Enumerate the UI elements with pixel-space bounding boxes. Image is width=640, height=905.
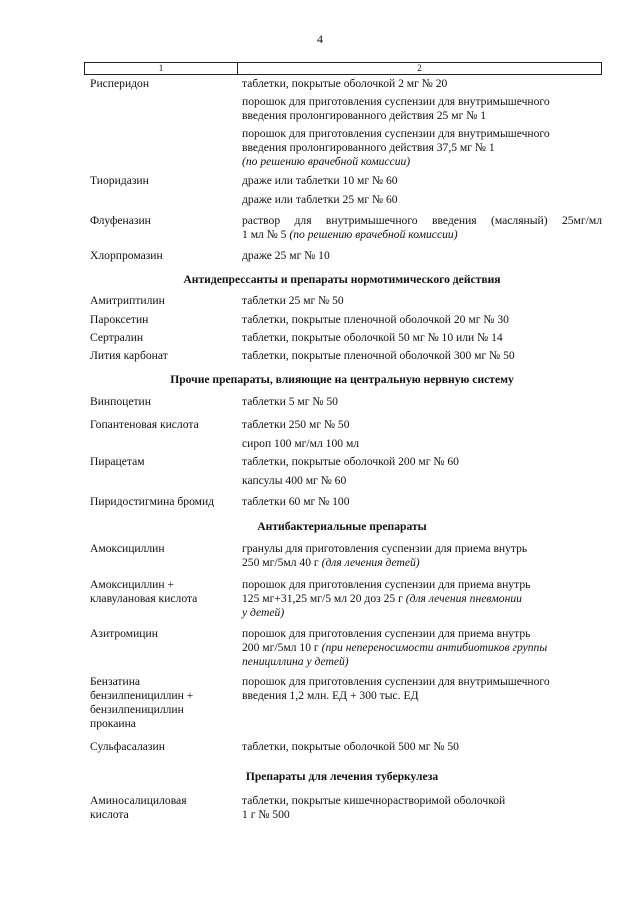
section-heading-cns-other: Прочие препараты, влияющие на центральную нервную систему <box>170 373 514 386</box>
drug-forms: порошок для приготовления суспензии для внутримышечного введения 1,2 млн. ЕД + 300 тыс. ЕД <box>242 675 550 702</box>
drug-forms: таблетки, покрытые пленочной оболочкой 20 мг № 30 <box>242 313 509 326</box>
drug-name: Сульфасалазин <box>90 740 165 753</box>
section-heading-antibacterial: Антибактериальные препараты <box>257 520 427 533</box>
drug-forms: таблетки 60 мг № 100 <box>242 495 350 508</box>
drug-forms: порошок для приготовления суспензии для приема внутрь 125 мг+31,25 мг/5 мл 20 доз 25 г (для лечения пневмонии у детей) <box>242 578 531 619</box>
drug-forms: таблетки, покрытые кишечнорастворимой оболочкой 1 г № 500 <box>242 794 506 821</box>
table-header-col-1: 1 <box>85 63 238 74</box>
drug-name: Флуфеназин <box>90 214 151 227</box>
table-header-row <box>84 62 602 75</box>
drug-forms: таблетки, покрытые оболочкой 2 мг № 20 порошок для приготовления суспензии для внутримышечного введения пролонгированного действия 25 мг № 1 порошок для приготовления суспензии для внутримышечного введения пролонгированного действия 37,5 мг № 1 (по решению врачебной комиссии) <box>242 77 550 168</box>
drug-forms: порошок для приготовления суспензии для приема внутрь 200 мг/5мл 10 г (при непереносимости антибиотиков группы пенициллина у детей) <box>242 627 548 668</box>
drug-name: Бензатина бензилпенициллин + бензилпенициллин прокаина <box>90 675 194 730</box>
drug-name: Азитромицин <box>90 627 158 640</box>
drug-forms: драже 25 мг № 10 <box>242 249 330 262</box>
drug-name: Пароксетин <box>90 313 149 326</box>
drug-forms: таблетки, покрытые пленочной оболочкой 300 мг № 50 <box>242 349 515 362</box>
drug-name: Тиоридазин <box>90 174 149 187</box>
drug-forms: гранулы для приготовления суспензии для приема внутрь 250 мг/5мл 40 г (для лечения детей) <box>242 542 528 569</box>
drug-forms: драже или таблетки 10 мг № 60 драже или таблетки 25 мг № 60 <box>242 174 398 206</box>
drug-name: Аминосалициловая кислота <box>90 794 187 821</box>
drug-name: Сертралин <box>90 331 144 344</box>
drug-name: Лития карбонат <box>90 349 168 362</box>
drug-name: Амоксициллин + клавулановая кислота <box>90 578 198 605</box>
section-heading-tuberculosis: Препараты для лечения туберкулеза <box>245 770 439 783</box>
drug-forms: раствор для внутримышечного введения (масляный) 25мг/мл 1 мл № 5 (по решению врачебной комиссии) <box>242 214 602 241</box>
table-header-col-2: 2 <box>417 63 422 73</box>
page-number: 4 <box>317 32 323 46</box>
drug-forms: таблетки, покрытые оболочкой 500 мг № 50 <box>242 740 459 753</box>
drug-forms: таблетки 5 мг № 50 <box>242 395 338 408</box>
drug-forms: таблетки 25 мг № 50 <box>242 294 344 307</box>
drug-name: Винпоцетин <box>90 395 151 408</box>
drug-forms: таблетки, покрытые оболочкой 200 мг № 60 капсулы 400 мг № 60 <box>242 455 459 487</box>
section-heading-antidepressants: Антидепрессанты и препараты нормотимического действия <box>183 273 501 286</box>
drug-name: Хлорпромазин <box>90 249 163 262</box>
drug-forms: таблетки 250 мг № 50 сироп 100 мг/мл 100 мл <box>242 418 360 450</box>
drug-name: Пирацетам <box>90 455 145 468</box>
drug-forms: таблетки, покрытые оболочкой 50 мг № 10 или № 14 <box>242 331 503 344</box>
drug-name: Пиридостигмина бромид <box>90 495 215 508</box>
drug-name: Рисперидон <box>90 77 150 90</box>
drug-name: Амоксициллин <box>90 542 165 555</box>
drug-name: Гопантеновая кислота <box>90 418 199 431</box>
drug-name: Амитриптилин <box>90 294 165 307</box>
